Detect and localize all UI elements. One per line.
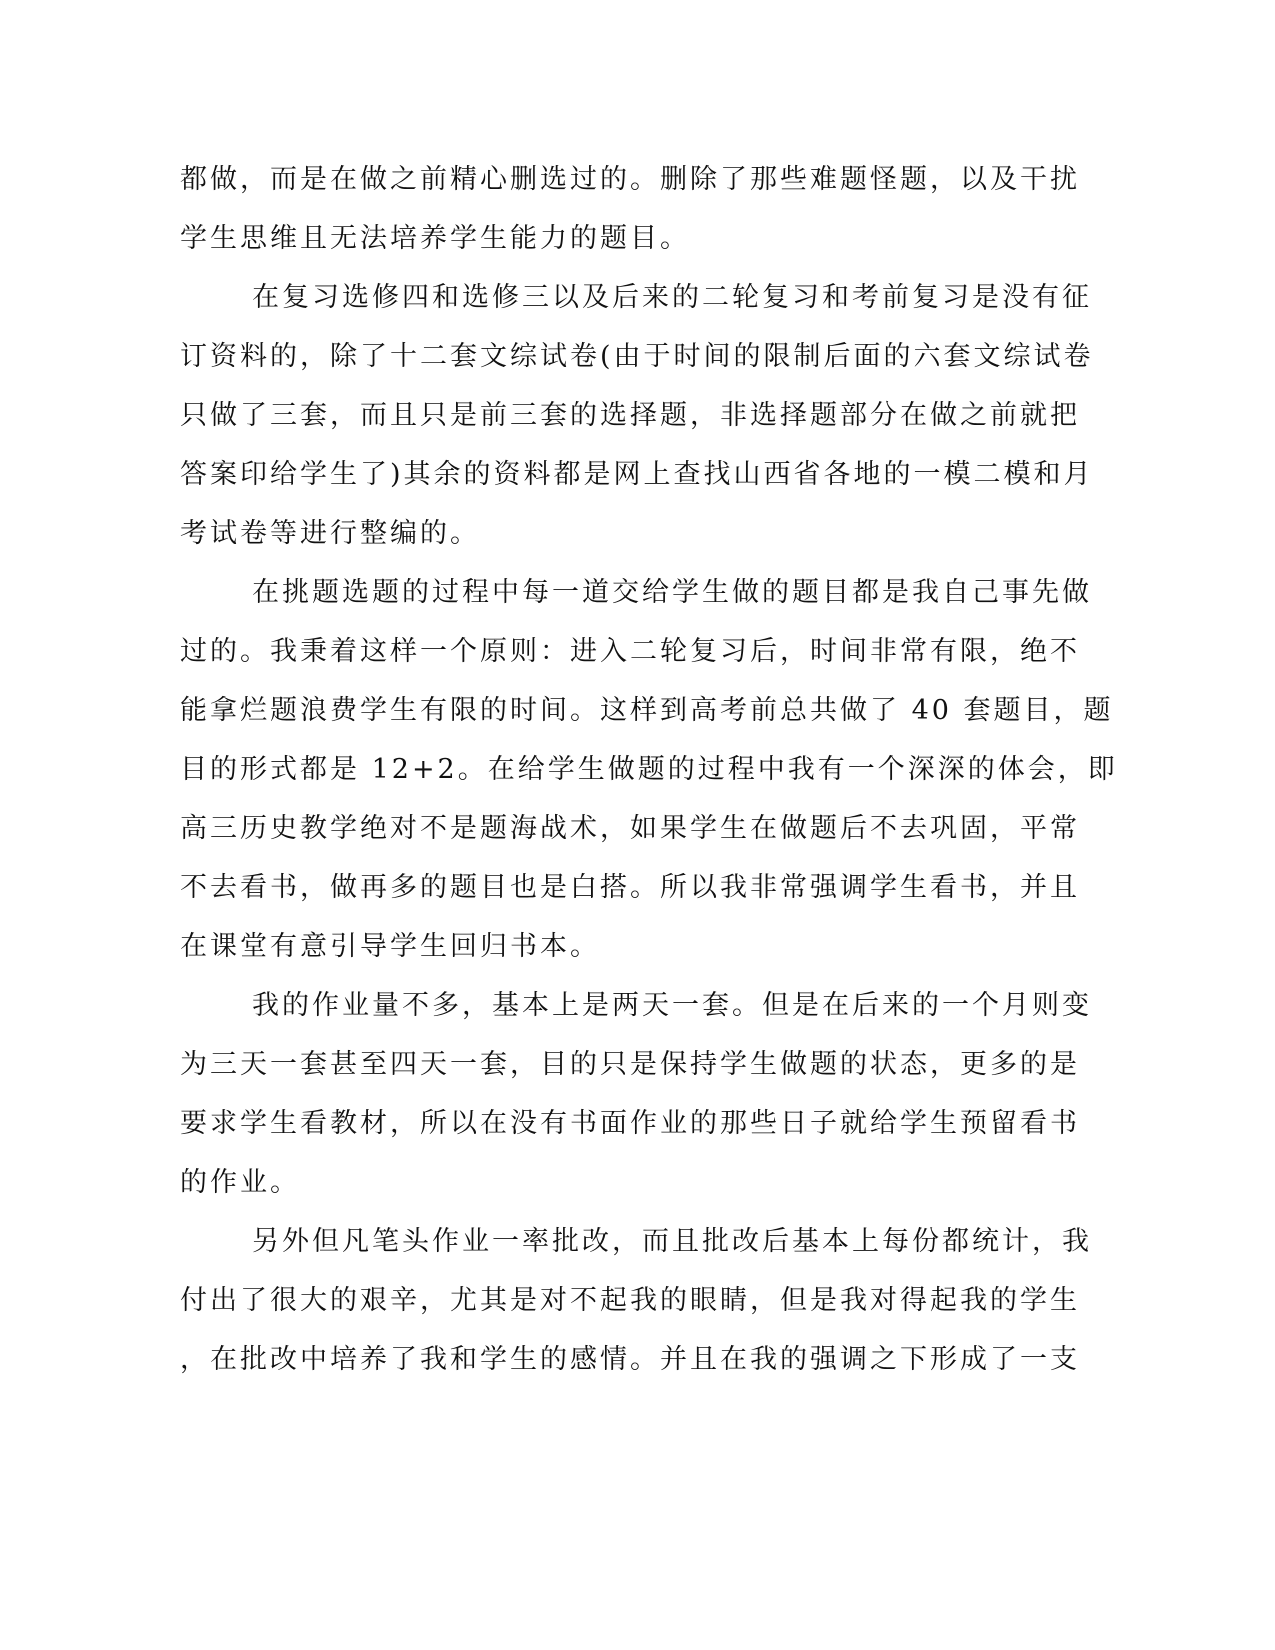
text-line: 在课堂有意引导学生回归书本。 xyxy=(180,931,600,962)
text-line: 要求学生看教材，所以在没有书面作业的那些日子就给学生预留看书 xyxy=(180,1108,1080,1139)
text-line: 高三历史教学绝对不是题海战术，如果学生在做题后不去巩固，平常 xyxy=(180,813,1080,844)
paragraph-first-line: 另外但凡笔头作业一率批改，而且批改后基本上每份都统计，我 xyxy=(252,1226,1092,1257)
paragraph-first-line: 在复习选修四和选修三以及后来的二轮复习和考前复习是没有征 xyxy=(252,282,1092,313)
text-line: 付出了很大的艰辛，尤其是对不起我的眼睛，但是我对得起我的学生 xyxy=(180,1285,1080,1316)
text-line: 目的形式都是 12+2。在给学生做题的过程中我有一个深深的体会，即 xyxy=(180,754,1118,785)
text-line: 考试卷等进行整编的。 xyxy=(180,518,480,549)
paragraph-first-line: 在挑题选题的过程中每一道交给学生做的题目都是我自己事先做 xyxy=(252,577,1092,608)
text-line: ，在批改中培养了我和学生的感情。并且在我的强调之下形成了一支 xyxy=(180,1344,1080,1375)
text-line: 只做了三套，而且只是前三套的选择题，非选择题部分在做之前就把 xyxy=(180,400,1080,431)
text-line: 学生思维且无法培养学生能力的题目。 xyxy=(180,223,690,254)
text-line: 订资料的，除了十二套文综试卷(由于时间的限制后面的六套文综试卷 xyxy=(180,341,1094,372)
text-line: 答案印给学生了)其余的资料都是网上查找山西省各地的一模二模和月 xyxy=(180,459,1094,490)
text-line: 能拿烂题浪费学生有限的时间。这样到高考前总共做了 40 套题目，题 xyxy=(180,695,1114,726)
text-line: 的作业。 xyxy=(180,1167,300,1198)
paragraph-first-line: 我的作业量不多，基本上是两天一套。但是在后来的一个月则变 xyxy=(252,990,1092,1021)
text-line: 不去看书，做再多的题目也是白搭。所以我非常强调学生看书，并且 xyxy=(180,872,1080,903)
text-line: 过的。我秉着这样一个原则：进入二轮复习后，时间非常有限，绝不 xyxy=(180,636,1080,667)
text-line: 都做，而是在做之前精心删选过的。删除了那些难题怪题，以及干扰 xyxy=(180,164,1080,195)
text-line: 为三天一套甚至四天一套，目的只是保持学生做题的状态，更多的是 xyxy=(180,1049,1080,1080)
